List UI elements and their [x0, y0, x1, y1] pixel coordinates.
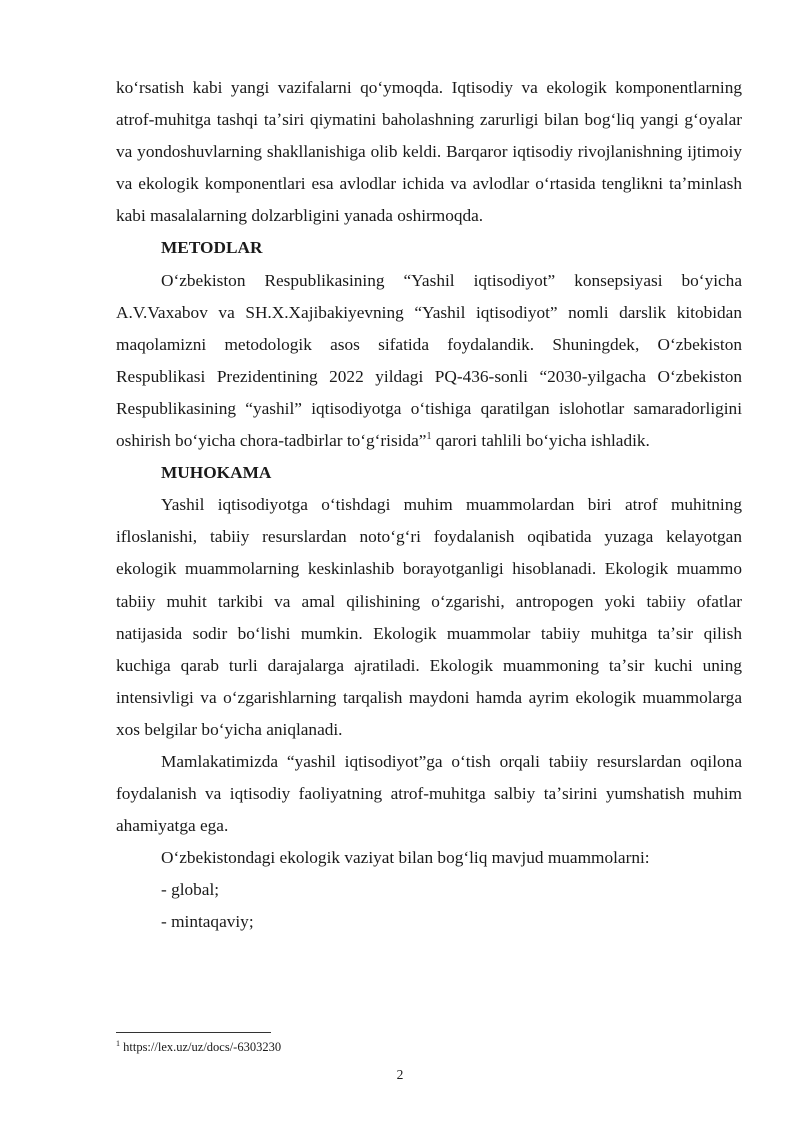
- paragraph-discussion-2: Mamlakatimizda “yashil iqtisodiyot”ga oʻtish orqali tabiiy resurslardan oqilona foydalanish va iqtisodiy faoliyatning atrof-muhitga salbiy taʼsirini yumshatish muhim ahamiyatga ega.: [116, 751, 742, 836]
- paragraph-methods: [116, 265, 742, 458]
- footnote-reference[interactable]: 1: [426, 431, 432, 443]
- footnote-number: 1: [116, 1038, 120, 1048]
- list-item-regional: - mintaqaviy;: [161, 912, 254, 932]
- page-body: [116, 72, 742, 939]
- paragraph-methods-tail: qarori tahlili boʻyicha ishladik.: [431, 431, 650, 451]
- section-heading-methods: METODLAR: [161, 238, 263, 258]
- section-heading-discussion: MUHOKAMA: [161, 463, 272, 483]
- paragraph-intro: koʻrsatish kabi yangi vazifalarni qoʻymoqda. Iqtisodiy va ekologik komponentlarning atrof-muhitga tashqi taʼsiri qiymatini baholashning zarurligi bilan bogʻliq yangi gʻoyalar va yondoshuvlarning shakllanishiga olib keldi. Barqaror iqtisodiy rivojlanishning ijtimoiy va ekologik komponentlari esa avlodlar ichida va avlodlar oʻrtasida tenglikni taʼminlash kabi masalalarning dolzarbligini yanada oshirmoqda.: [116, 78, 742, 226]
- footnote-divider: [116, 1032, 271, 1033]
- page-number: 2: [396, 1067, 404, 1082]
- paragraph-methods-text: Oʻzbekiston Respublikasining “Yashil iqtisodiyot” konsepsiyasi boʻyicha A.V.Vaxabov va SH.X.Xajibakiyevning “Yashil iqtisodiyot” nomli darslik kitobidan maqolamizni metodologik asos sifatida foydalandik. Shuningdek, Oʻzbekiston Respublikasi Prezidentining 2022 yildagi PQ-436-sonli “2030-yilgacha Oʻzbekiston Respublikasining “yashil” iqtisodiyotga oʻtishiga qaratilgan islohotlar samaradorligini oshirish boʻyicha chora-tadbirlar toʻgʻrisida”: [116, 270, 742, 451]
- footnote: [116, 1039, 281, 1055]
- list-item-global: - global;: [161, 880, 220, 900]
- paragraph-discussion-1: Yashil iqtisodiyotga oʻtishdagi muhim muammolardan biri atrof muhitning ifloslanishi, tabiiy resurslardan notoʻgʻri foydalanish oqibatida yuzaga kelayotgan ekologik muammolarning keskinlashib borayotganligi hisoblanadi. Ekologik muammo tabiiy muhit tarkibi va amal qilishining oʻzgarishi, antropogen yoki tabiiy ofatlar natijasida sodir boʻlishi mumkin. Ekologik muammolar tabiiy muhitga taʼsir qilish kuchiga qarab turli darajalarga ajratiladi. Ekologik muammoning taʼsir kuchi uning intensivligi va oʻzgarishlarning tarqalish maydoni hamda ayrim ekologik muammolarga xos belgilar boʻyicha aniqlanadi.: [116, 495, 742, 739]
- paragraph-discussion-3: Oʻzbekistondagi ekologik vaziyat bilan bogʻliq mavjud muammolarni:: [161, 848, 650, 868]
- footnote-link[interactable]: https://lex.uz/uz/docs/-6303230: [120, 1040, 282, 1054]
